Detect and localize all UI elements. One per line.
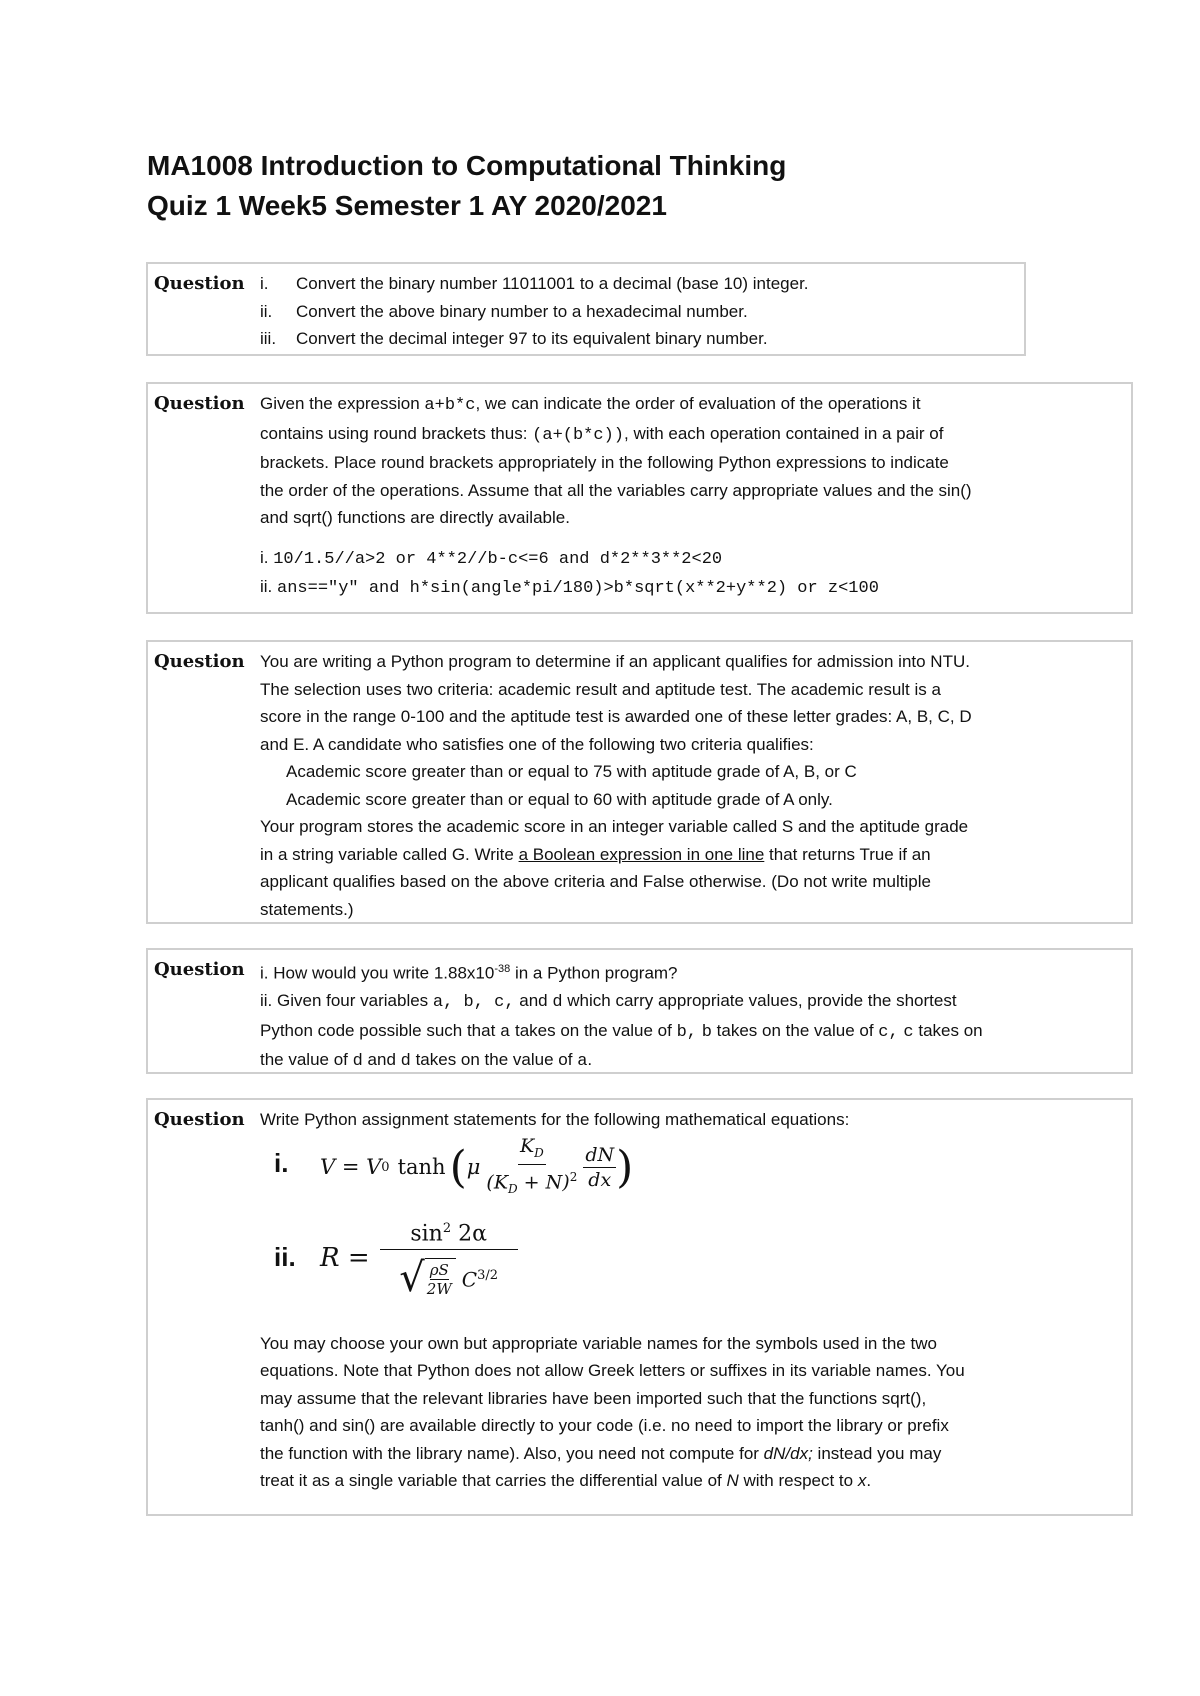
q5-line-2: equations. Note that Python does not allow Greek letters or suffixes in its variable names. You	[260, 1361, 965, 1380]
q2-line-1-a: Given the expression	[260, 394, 425, 413]
q3-underlined-phrase: a Boolean expression in one line	[518, 844, 765, 864]
q3-line-3: score in the range 0-100 and the aptitude test is awarded one of these letter grades: A, B, C, D	[260, 707, 972, 726]
q4-l4-var-2: d	[400, 1052, 411, 1072]
question-3-box	[146, 640, 1133, 924]
q5-var-x: x	[857, 1471, 867, 1490]
eq2-c-term	[462, 1262, 498, 1294]
q4-line-3-d: takes on	[913, 1020, 983, 1040]
q3-line-8-a: in a string variable called G. Write	[260, 844, 519, 864]
question-2-box	[146, 382, 1133, 614]
question-1-body	[260, 270, 1018, 353]
eq2-sin-sup: 2	[442, 1220, 452, 1236]
q3-line-2: The selection uses two criteria: academic result and aptitude test. The academic result is a	[260, 679, 941, 699]
title-line-1: MA1008 Introduction to Computational Thinking	[147, 150, 787, 181]
eq2-lhs: R =	[320, 1242, 370, 1273]
q3-line-8	[260, 841, 1125, 869]
q2-expression-ii-num: ii.	[260, 577, 273, 596]
question-2-body	[260, 390, 1125, 603]
q2-line-2-a: contains using round brackets thus:	[260, 423, 533, 443]
q3-line-4: and E. A candidate who satisfies one of the following two criteria qualifies:	[260, 734, 814, 754]
q1-item-ii-text: Convert the above binary number to a hexadecimal number.	[296, 301, 748, 321]
q4-l3-var-2: b,	[676, 1022, 697, 1042]
eq1-den-sub: D	[508, 1182, 518, 1197]
eq2-sqrt-fraction	[425, 1258, 456, 1298]
q4-exponent: -38	[494, 963, 511, 975]
q4-line-3	[260, 1017, 1125, 1047]
q4-line-4-b: and	[362, 1050, 401, 1070]
eq2-num-b: 2α	[451, 1220, 487, 1246]
q2-expression-i-code: 10/1.5//a>2 or 4**2//b-c<=6 and d*2**3**2<20	[273, 549, 723, 569]
eq2-c: C	[461, 1267, 478, 1292]
q2-line-2-b: , with each operation contained in a pair of	[624, 423, 944, 443]
q1-item-i	[260, 270, 1018, 298]
q4-line-4-d: .	[587, 1050, 593, 1070]
q4-l4-var-3: a	[577, 1052, 588, 1072]
q5-line-5-b: instead you may	[812, 1443, 942, 1463]
q2-line-3: brackets. Place round brackets appropriately in the following Python expressions to indicate	[260, 453, 949, 472]
q5-var-n: N	[726, 1471, 739, 1490]
eq2-sin: sin	[410, 1220, 443, 1246]
q1-item-iii-text: Convert the decimal integer 97 to its equivalent binary number.	[296, 329, 768, 348]
q4-line-2-c: which carry appropriate values, provide the shortest	[562, 991, 957, 1011]
question-1-box	[146, 262, 1026, 356]
q3-line-7: Your program stores the academic score in an integer variable called S and the aptitude grade	[260, 817, 969, 836]
equation-ii	[260, 1204, 1125, 1314]
q5-dndx: dN/dx;	[763, 1443, 813, 1463]
q4-line-2-a: ii. Given four variables	[260, 991, 433, 1011]
eq1-kd-num-sub: D	[534, 1145, 544, 1160]
q1-item-iii	[260, 325, 1018, 353]
eq2-2w: 2W	[426, 1280, 452, 1299]
eq1-den-a: (K	[486, 1171, 509, 1194]
eq1-tanh: tanh	[397, 1154, 446, 1179]
question-4-label: Question	[154, 959, 245, 980]
q4-line-3-b: takes on the value of	[510, 1020, 677, 1040]
q1-item-iii-num: iii.	[260, 329, 277, 348]
q5-intro: Write Python assignment statements for the following mathematical equations:	[260, 1110, 850, 1129]
q4-line-4-a: the value of	[260, 1050, 353, 1070]
q4-line-4	[260, 1046, 1125, 1076]
q5-line-5-a: the function with the library name). Also, you need not compute for	[260, 1443, 764, 1463]
q4-l4-var-1: d	[352, 1052, 363, 1072]
q4-line-2	[260, 987, 1125, 1017]
eq1-dx: dx	[588, 1169, 612, 1191]
eq2-rho-s: ρS	[429, 1261, 449, 1280]
q5-line-5	[260, 1440, 1125, 1468]
eq2-fraction	[380, 1215, 518, 1303]
q3-line-1: You are writing a Python program to determine if an applicant qualifies for admission into NTU.	[260, 652, 970, 671]
q4-line-3-a: Python code possible such that	[260, 1020, 501, 1040]
q4-line-2-b: and	[514, 991, 553, 1011]
equation-i-num: i.	[274, 1147, 289, 1178]
equation-ii-formula	[320, 1204, 518, 1314]
q4-line-4-c: takes on the value of	[410, 1050, 578, 1070]
question-3-body	[260, 648, 1125, 923]
title-line-2: Quiz 1 Week5 Semester 1 AY 2020/2021	[147, 190, 667, 221]
eq1-right-paren: )	[616, 1141, 634, 1193]
q5-line-4: tanh() and sin() are available directly to your code (i.e. no need to import the library or prefix	[260, 1416, 949, 1435]
q4-line-1-a: i. How would you write 1.88x10	[260, 963, 495, 983]
q5-line-1: You may choose your own but appropriate variable names for the symbols used in the two	[260, 1333, 937, 1353]
q2-expression-i	[260, 544, 1125, 574]
q2-line-1	[260, 390, 1125, 420]
eq1-den-sup: 2	[569, 1170, 578, 1185]
question-3-label: Question	[154, 651, 245, 672]
eq1-kd-numerator	[518, 1134, 546, 1166]
eq1-kd-denominator	[486, 1165, 577, 1201]
q1-item-i-text: Convert the binary number 11011001 to a decimal (base 10) integer.	[296, 274, 809, 293]
q2-bracket-code: (a+(b*c))	[532, 425, 624, 445]
equation-ii-num: ii.	[274, 1241, 296, 1272]
eq1-kd-num-k: K	[519, 1134, 535, 1157]
eq1-den-b: + N)	[517, 1171, 570, 1194]
q1-item-ii	[260, 298, 1018, 326]
document-title	[147, 146, 786, 226]
q2-expression-code: a+b*c	[424, 396, 476, 415]
question-5-label: Question	[154, 1109, 245, 1130]
eq2-numerator	[380, 1215, 518, 1251]
q5-line-6	[260, 1467, 1125, 1495]
question-4-box	[146, 948, 1133, 1074]
q4-l3-var-3: b	[701, 1022, 712, 1042]
q2-expression-ii	[260, 573, 1125, 603]
q2-line-2	[260, 420, 1125, 450]
q4-line-1	[260, 956, 1125, 987]
question-5-body	[260, 1106, 1125, 1495]
q1-item-i-num: i.	[260, 274, 269, 293]
eq1-dn: dN	[585, 1144, 615, 1166]
q4-line-3-c: takes on the value of	[711, 1020, 879, 1040]
q2-line-5: and sqrt() functions are directly available.	[260, 508, 570, 527]
eq2-sqrt-sign: √	[399, 1255, 425, 1302]
q4-line-1-b: in a Python program?	[510, 963, 678, 983]
question-5-box	[146, 1098, 1133, 1516]
q5-line-3: may assume that the relevant libraries have been imported such that the functions sqrt(),	[260, 1388, 927, 1408]
question-1-label: Question	[154, 273, 245, 294]
eq2-c-sup: 3/2	[477, 1268, 498, 1284]
eq1-lhs: V = V	[320, 1154, 382, 1179]
q3-line-9: applicant qualifies based on the above criteria and False otherwise. (Do not write multiple	[260, 872, 931, 891]
q5-line-6-a: treat it as a single variable that carries the differential value of	[260, 1471, 727, 1490]
q2-expression-i-num: i.	[260, 547, 269, 567]
question-4-body	[260, 956, 1125, 1076]
equation-i	[260, 1134, 1125, 1204]
q4-l3-var-4: c,	[878, 1022, 899, 1042]
q3-criterion-2: Academic score greater than or equal to 60 with aptitude grade of A only.	[286, 789, 833, 809]
q3-criterion-1: Academic score greater than or equal to 75 with aptitude grade of A, B, or C	[286, 762, 857, 781]
equation-i-formula	[320, 1134, 634, 1198]
q2-expression-ii-code: ans=="y" and h*sin(angle*pi/180)>b*sqrt(x**2+y**2) or z<100	[277, 579, 879, 598]
q4-var-d: d	[552, 993, 563, 1013]
q4-vars-abc: a, b, c,	[432, 993, 515, 1013]
q4-l3-var-1: a	[500, 1022, 511, 1042]
q1-item-ii-num: ii.	[260, 301, 273, 321]
q5-line-6-b: with respect to	[738, 1471, 858, 1490]
q2-line-4: the order of the operations. Assume that all the variables carry appropriate values and the sin()	[260, 480, 972, 500]
eq1-lhs-sub: 0	[381, 1159, 390, 1175]
eq2-denominator	[399, 1254, 498, 1302]
eq1-mu: μ	[466, 1154, 481, 1179]
eq1-left-paren: (	[449, 1141, 467, 1193]
q3-line-8-b: that returns True if an	[764, 844, 931, 864]
q3-line-10: statements.)	[260, 899, 354, 919]
question-2-label: Question	[154, 393, 245, 414]
eq1-fraction-kd	[486, 1134, 577, 1202]
eq1-fraction-dndx	[583, 1143, 616, 1192]
q4-l3-var-5: c	[903, 1022, 914, 1042]
q5-line-6-c: .	[866, 1471, 872, 1490]
q2-line-1-b: , we can indicate the order of evaluation of the operations it	[475, 394, 921, 413]
